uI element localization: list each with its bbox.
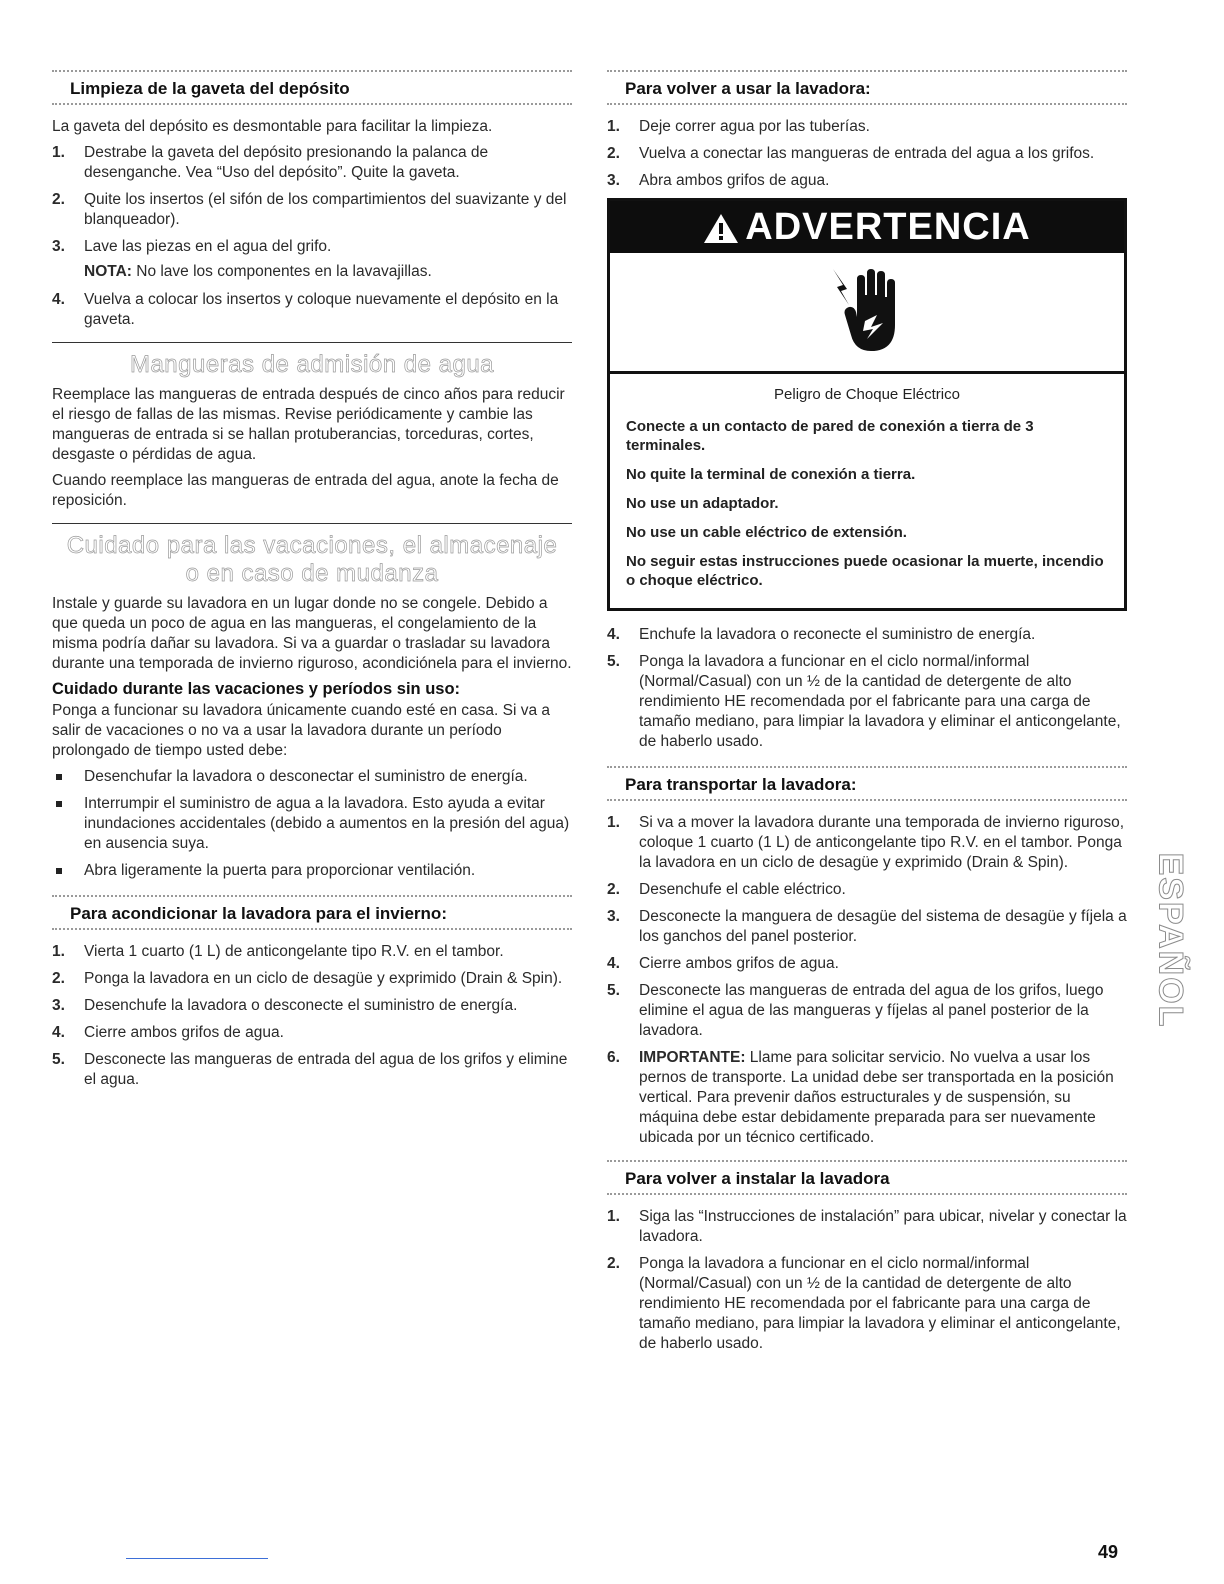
list-item: Interrumpir el suministro de agua a la lavadora. Esto ayuda a evitar inundaciones accidentales (debido a aumentos en la presión del agua) en ausencia suya.	[52, 794, 572, 854]
list-item: 4. Cierre ambos grifos de agua.	[52, 1024, 284, 1041]
list-item: 1. Vierta 1 cuarto (1 L) de anticongelante tipo R.V. en el tambor.	[52, 943, 504, 960]
list-item: 1. Deje correr agua por las tuberías.	[607, 118, 870, 135]
electric-shock-hand-icon	[827, 265, 907, 359]
list-item: 4. Cierre ambos grifos de agua.	[607, 955, 839, 972]
bullet-icon	[56, 801, 62, 807]
warning-text	[610, 374, 1124, 608]
list-item: 2. Ponga la lavadora a funcionar en el ciclo normal/informal (Normal/Casual) con un ½ de la cantidad de detergente de alto rendimiento HE recomendada por el fabricante para una carga de tamaño mediano, para limpiar la lavadora y eliminar el anticongelante, de haberlo usado.	[607, 1255, 1121, 1352]
drawer-cleaning-steps-cont	[52, 290, 572, 330]
list-item: 2. Desenchufe el cable eléctrico.	[607, 881, 846, 898]
bullet-icon	[56, 868, 62, 874]
paragraph: Cuando reemplace las mangueras de entrada del agua, anote la fecha de reposición.	[52, 472, 559, 509]
drawer-cleaning-steps	[52, 143, 572, 257]
list-item: Desenchufar la lavadora o desconectar el suministro de energía.	[52, 767, 572, 787]
warning-line: No quite la terminal de conexión a tierra.	[626, 466, 916, 483]
section-title-hoses: Mangueras de admisión de agua	[129, 351, 495, 378]
section-divider	[52, 342, 572, 343]
transport-steps	[607, 813, 1127, 1148]
list-item: Abra ligeramente la puerta para proporcionar ventilación.	[52, 861, 572, 881]
list-item: 5. Ponga la lavadora a funcionar en el ciclo normal/informal (Normal/Casual) con un ½ de la cantidad de detergente de alto rendimiento HE recomendada por el fabricante para una carga de tamaño mediano, para limpiar la lavadora y eliminar el anticongelante, de haberlo usado.	[607, 653, 1121, 750]
list-item: 5. Desconecte las mangueras de entrada del agua de los grifos, luego elimine el agua de las mangueras y fíjelas al panel posterior de la lavadora.	[607, 982, 1104, 1039]
vacation-bullets	[52, 767, 572, 881]
right-column	[607, 70, 1127, 1361]
left-column	[52, 70, 572, 1097]
list-item: 3. Desenchufe la lavadora o desconecte el suministro de energía.	[52, 997, 518, 1014]
section-heading-transport: Para transportar la lavadora:	[607, 766, 1127, 801]
list-item: 2. Ponga la lavadora en un ciclo de desagüe y exprimido (Drain & Spin).	[52, 970, 563, 987]
bullet-icon	[56, 774, 62, 780]
section-heading-reinstall: Para volver a instalar la lavadora	[607, 1160, 1127, 1195]
section-title-vacation: Cuidado para las vacaciones, el almacenaje o en caso de mudanza	[66, 532, 558, 587]
warning-line: Conecte a un contacto de pared de conexión a tierra de 3 terminales.	[626, 418, 1034, 454]
warning-title: Peligro de Choque Eléctrico	[774, 386, 960, 403]
warning-triangle-icon	[703, 212, 739, 244]
list-item: 4. Enchufe la lavadora o reconecte el suministro de energía.	[607, 626, 1036, 643]
section-heading-winterize: Para acondicionar la lavadora para el invierno:	[52, 895, 572, 930]
list-item: 1. Destrabe la gaveta del depósito presionando la palanca de desenganche. Vea “Uso del depósito”. Quite la gaveta.	[52, 144, 489, 181]
footer-rule	[126, 1558, 268, 1559]
note: NOTA: No lave los componentes en la lavavajillas.	[84, 263, 432, 280]
winterize-steps	[52, 942, 572, 1090]
warning-line: No use un cable eléctrico de extensión.	[626, 524, 907, 541]
list-item: 3. Desconecte la manguera de desagüe del sistema de desagüe y fíjela a los ganchos del panel posterior.	[607, 908, 1127, 945]
list-item: 5. Desconecte las mangueras de entrada del agua de los grifos y elimine el agua.	[52, 1051, 568, 1088]
paragraph: Ponga a funcionar su lavadora únicamente cuando esté en casa. Si va a salir de vacaciones o no va a usar la lavadora durante un período prolongado de tiempo usted debe:	[52, 702, 551, 759]
warning-box	[607, 198, 1127, 611]
paragraph: Reemplace las mangueras de entrada después de cinco años para reducir el riesgo de fallas de las mismas. Revise periódicamente y cambie las mangueras de entrada si se hallan protuberancias, torceduras, cortes, desgaste o pérdidas de agua.	[52, 386, 565, 463]
list-item: 2. Quite los insertos (el sifón de los compartimientos del suavizante y del blanqueador).	[52, 191, 567, 228]
list-item: 3. Lave las piezas en el agua del grifo.	[52, 238, 332, 255]
language-side-tab: ESPAÑOL	[1151, 852, 1190, 1028]
list-item: 6. IMPORTANTE: Llame para solicitar servicio. No vuelva a usar los pernos de transporte. La unidad debe ser transportada en la posición vertical. Para prevenir daños estructurales y de suspensión, su máquina debe estar debidamente preparada para ser nuevamente ubicada por un técnico certificado.	[607, 1049, 1114, 1146]
list-item: 4. Vuelva a colocar los insertos y coloque nuevamente el depósito en la gaveta.	[52, 291, 559, 328]
list-item: 1. Si va a mover la lavadora durante una temporada de invierno riguroso, coloque 1 cuarto (1 L) de anticongelante tipo R.V. en el tambor. Ponga la lavadora en un ciclo de desagüe y exprimido (Drain & Spin).	[607, 814, 1125, 871]
warning-icon-area	[610, 253, 1124, 374]
reuse-steps	[607, 117, 1127, 191]
list-item: 1. Siga las “Instrucciones de instalación” para ubicar, nivelar y conectar la lavadora.	[607, 1208, 1127, 1245]
list-item: 3. Abra ambos grifos de agua.	[607, 172, 830, 189]
section-divider	[52, 523, 572, 524]
section-heading-drawer-cleaning: Limpieza de la gaveta del depósito	[52, 70, 572, 105]
paragraph: La gaveta del depósito es desmontable para facilitar la limpieza.	[52, 118, 493, 135]
warning-banner: ADVERTENCIA	[610, 201, 1124, 253]
section-heading-reuse: Para volver a usar la lavadora:	[607, 70, 1127, 105]
reinstall-steps	[607, 1207, 1127, 1354]
page-number: 49	[1098, 1542, 1119, 1562]
warning-line: No use un adaptador.	[626, 495, 779, 512]
list-item: 2. Vuelva a conectar las mangueras de entrada del agua a los grifos.	[607, 145, 1095, 162]
reuse-steps-cont	[607, 625, 1127, 752]
warning-line: No seguir estas instrucciones puede ocasionar la muerte, incendio o choque eléctrico.	[626, 553, 1104, 589]
subsection-heading: Cuidado durante las vacaciones y períodos sin uso:	[52, 680, 461, 698]
paragraph: Instale y guarde su lavadora en un lugar donde no se congele. Debido a que queda un poco de agua en las mangueras, el congelamiento de la misma podría dañar su lavadora. Si va a guardar o trasladar su lavadora durante una temporada de invierno riguroso, acondiciónela para el invierno.	[52, 595, 572, 672]
